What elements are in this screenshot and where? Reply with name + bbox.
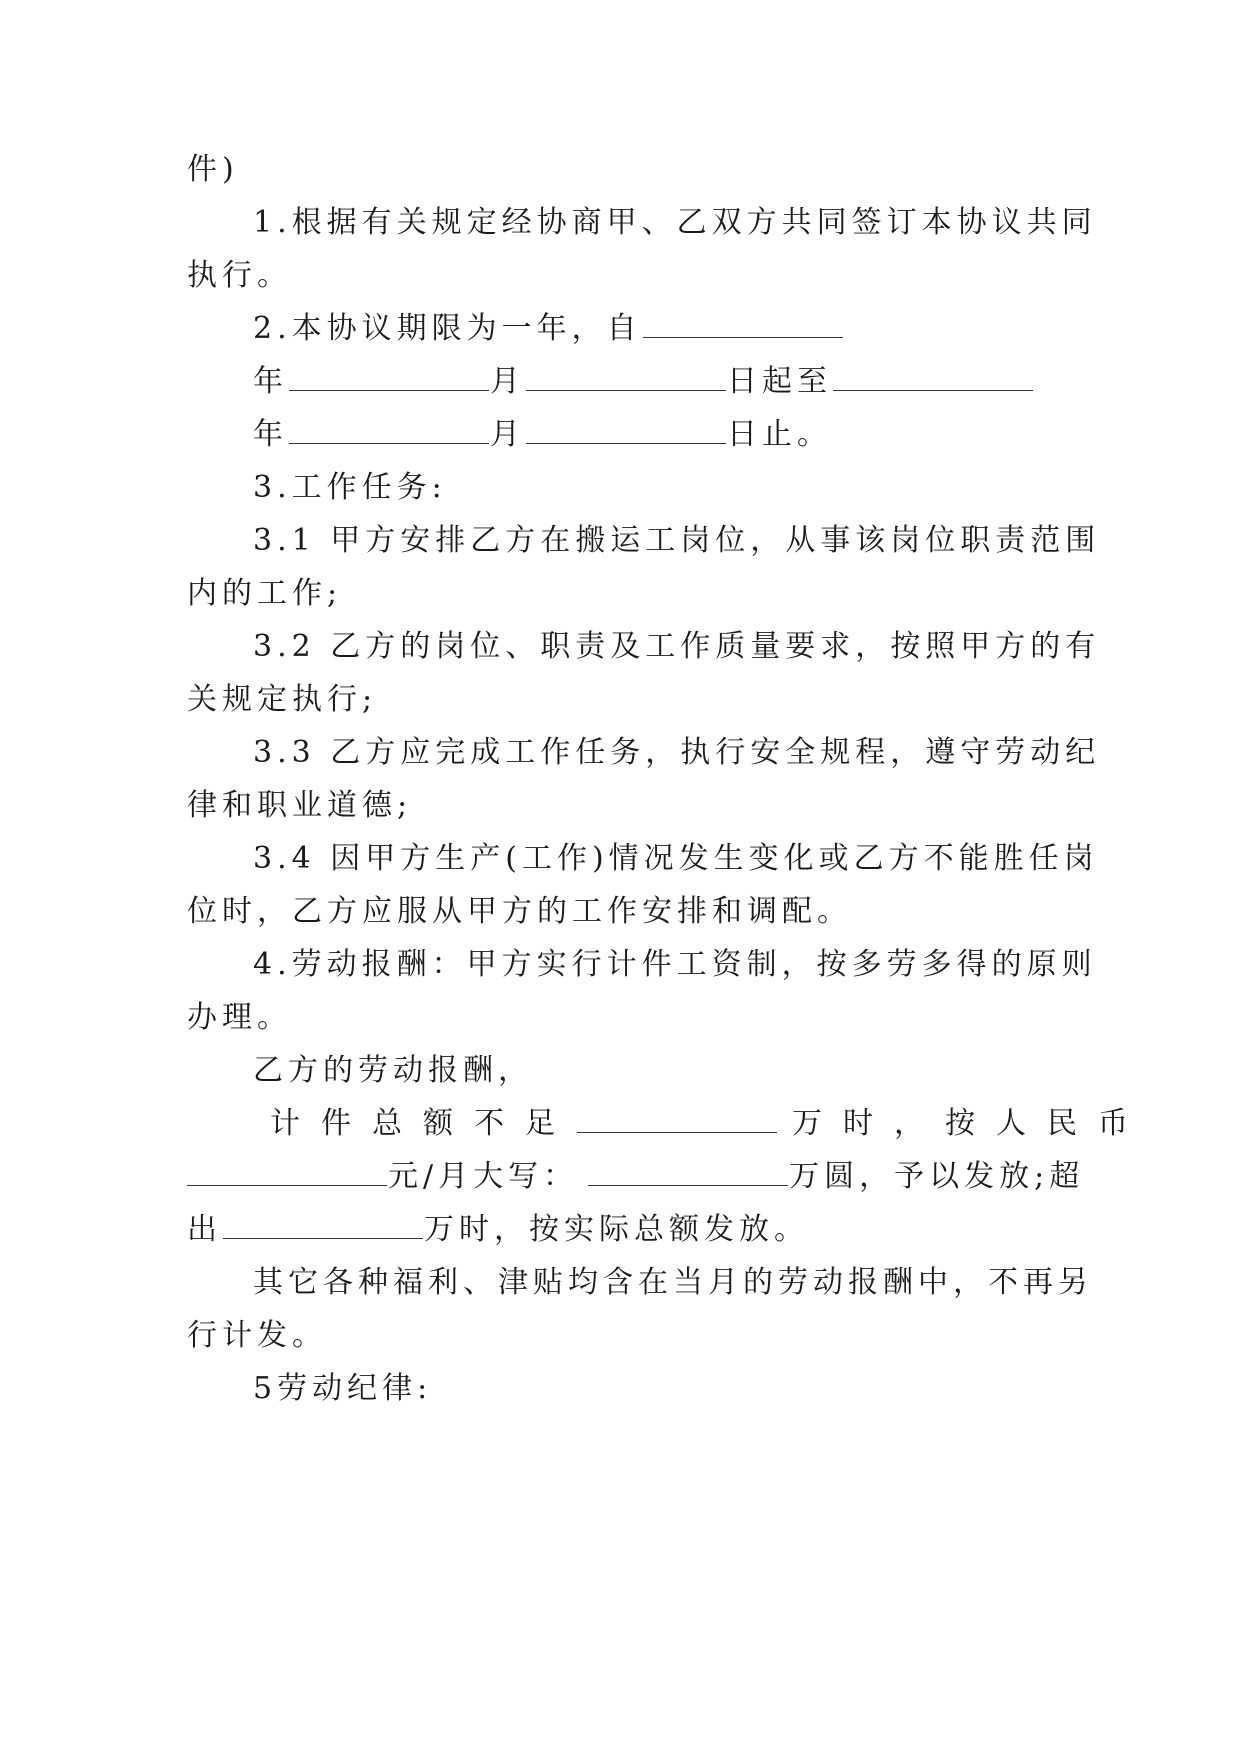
text: 年: [253, 364, 288, 399]
clause-3-3-line-2: [187, 786, 412, 826]
text: 4.劳动报酬：甲方实行计件工资制，按多劳多得的原则: [253, 947, 1097, 982]
text: 万时，按实际总额发放。: [424, 1212, 809, 1247]
text: 3.2 乙方的岗位、职责及工作质量要求，按照甲方的有: [253, 629, 1101, 664]
blank-field[interactable]: [643, 309, 843, 338]
clause-3-4-line-1: [253, 839, 1099, 879]
text: 内的工作;: [187, 576, 343, 611]
text: 元/月大写：: [388, 1159, 579, 1194]
clause-1-line-2: [187, 256, 292, 296]
clause-2-line-3: [253, 415, 832, 455]
text: 年: [253, 417, 288, 452]
clause-3-2-line-1: [253, 627, 1100, 667]
clause-3-2-line-2: [187, 680, 377, 720]
benefits-line-2: [187, 1316, 327, 1356]
remuneration-detail-line-3: [187, 1210, 809, 1250]
text: 5劳动纪律:: [253, 1371, 433, 1406]
text: 办理。: [187, 1000, 292, 1035]
text: 位时，乙方应服从甲方的工作安排和调配。: [187, 894, 852, 929]
clause-3-4-line-2: [187, 892, 852, 932]
blank-field[interactable]: [289, 415, 489, 444]
blank-field[interactable]: [526, 415, 726, 444]
clause-2-line-1: [253, 309, 844, 349]
text: 3.3 乙方应完成工作任务，执行安全规程，遵守劳动纪: [253, 735, 1101, 770]
text: 日起至: [727, 364, 832, 399]
blank-field[interactable]: [833, 362, 1033, 391]
clause-4-line-2: [187, 998, 292, 1038]
text: 月: [490, 417, 525, 452]
text: 万圆，予以发放;超: [789, 1159, 1085, 1194]
blank-field[interactable]: [289, 362, 489, 391]
clause-3-3-line-1: [253, 733, 1100, 773]
remuneration-detail-line-1: [270, 1104, 1149, 1144]
blank-field[interactable]: [526, 362, 726, 391]
text: 出: [187, 1212, 222, 1247]
clause-5-heading: [253, 1369, 432, 1409]
text: 日止。: [727, 417, 832, 452]
text: 2.本协议期限为一年，自: [253, 311, 642, 346]
clause-1-line-1: [253, 203, 1097, 243]
text: 关规定执行;: [187, 682, 378, 717]
text: 乙方的劳动报酬，: [253, 1053, 533, 1088]
remuneration-detail-line-2: [187, 1157, 1084, 1197]
blank-field[interactable]: [187, 1157, 387, 1186]
text: 1.根据有关规定经协商甲、乙双方共同签订本协议共同: [253, 205, 1097, 240]
clause-4-line-1: [253, 945, 1097, 985]
remuneration-line: [253, 1051, 533, 1091]
text: 月: [490, 364, 525, 399]
text: 计件总额不足: [270, 1106, 576, 1141]
text: 执行。: [187, 258, 292, 293]
blank-field[interactable]: [577, 1104, 777, 1133]
text: 万时，按人民币: [792, 1106, 1149, 1141]
clause-3-heading: [253, 468, 447, 508]
clause-2-line-2: [253, 362, 1034, 402]
text: 其它各种福利、津贴均含在当月的劳动报酬中，不再另: [253, 1265, 1093, 1300]
clause-3-1-line-2: [187, 574, 342, 614]
text: 行计发。: [187, 1318, 327, 1353]
text: 3.4 因甲方生产(工作)情况发生变化或乙方不能胜任岗: [253, 841, 1099, 876]
text: 3.工作任务:: [253, 470, 447, 505]
text: 律和职业道德;: [187, 788, 413, 823]
paragraph-line: [187, 150, 239, 190]
blank-field[interactable]: [588, 1157, 788, 1186]
text: 件): [187, 152, 239, 187]
text: 3.1 甲方安排乙方在搬运工岗位，从事该岗位职责范围: [253, 523, 1101, 558]
benefits-line-1: [253, 1263, 1093, 1303]
blank-field[interactable]: [223, 1210, 423, 1239]
clause-3-1-line-1: [253, 521, 1100, 561]
